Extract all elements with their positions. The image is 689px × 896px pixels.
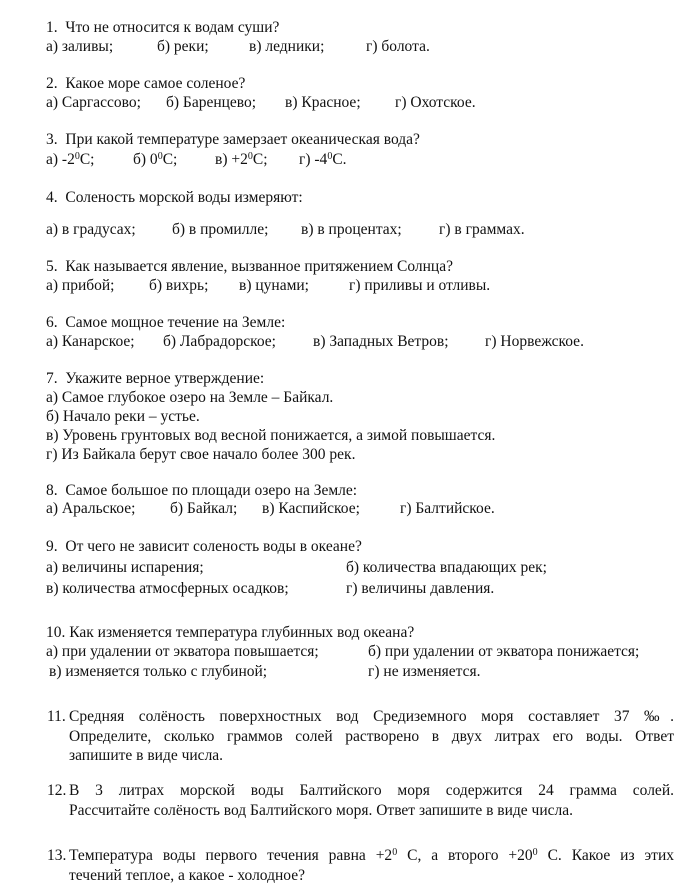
option-g: г) не изменяется. xyxy=(368,663,481,680)
question-number: 4. xyxy=(46,189,58,206)
option-v: в) количества атмосферных осадков; xyxy=(46,580,289,597)
question-13-line-1: 13. Температура воды первого течения равна $+2^0$ С, а второго $+20^0$ С. Какое из этих xyxy=(47,847,674,864)
question-2-text xyxy=(46,75,245,93)
option-b: б) Баренцево; xyxy=(166,94,257,111)
option-a: а) $-2^0С$; xyxy=(46,151,95,168)
question-prompt: Соленость морской воды измеряют: xyxy=(65,189,303,206)
question-number: 10. xyxy=(46,624,66,641)
option-v: в) цунами; xyxy=(239,277,309,294)
question-12-line-2: Рассчитайте солёность вод Балтийского моря. Ответ запишите в виде числа. xyxy=(69,801,573,819)
question-prompt: Какое море самое соленое? xyxy=(65,75,246,92)
option-a: а) прибой; xyxy=(46,277,115,294)
option-v: в) ледники; xyxy=(249,38,325,55)
option-b: б) Байкал; xyxy=(170,500,238,517)
option-g: г) Норвежское. xyxy=(485,333,584,350)
option-v: в) изменяется только с глубиной; xyxy=(49,663,268,680)
option-b: б) вихрь; xyxy=(149,277,209,294)
question-number: 6. xyxy=(46,314,58,331)
question-number: 1. xyxy=(46,19,58,36)
option-a: а) при удалении от экватора повышается; xyxy=(46,643,319,660)
option-a: а) Канарское; xyxy=(46,333,135,350)
question-4-text xyxy=(46,189,303,207)
option-v: $в) +2^0С$; xyxy=(215,151,268,168)
option-g: г) в граммах. xyxy=(439,221,525,238)
option-b: б) Лабрадорское; xyxy=(163,333,276,350)
question-prompt: Как называется явление, вызванное притяжением Солнца? xyxy=(65,258,453,275)
option-a: а) Аральское; xyxy=(46,500,136,517)
option-a: а) в градусах; xyxy=(46,221,136,238)
option-b: б) в промилле; xyxy=(172,221,269,238)
question-number: 2. xyxy=(46,75,58,92)
question-12-line-1: 12. В 3 литрах морской воды Балтийского моря содержится 24 грамма солей. xyxy=(47,782,674,799)
option-v: в) Красное; xyxy=(285,94,361,111)
option-v: в) Уровень грунтовых вод весной понижается, а зимой повышается. xyxy=(46,427,496,444)
question-number: 11. xyxy=(47,708,66,725)
question-12 xyxy=(47,781,674,820)
option-a: а) Самое глубокое озеро на Земле – Байкал. xyxy=(46,389,334,406)
question-number: 5. xyxy=(46,258,58,275)
option-v: в) Западных Ветров; xyxy=(313,333,449,350)
question-number: 13. xyxy=(47,847,67,864)
question-prompt: От чего не зависит соленость воды в океане? xyxy=(65,538,362,555)
option-a: а) Саргассово; xyxy=(46,94,141,111)
question-7-text xyxy=(46,370,264,388)
option-v: в) Каспийское; xyxy=(262,500,360,517)
question-number: 7. xyxy=(46,370,58,387)
question-number: 9. xyxy=(46,538,58,555)
option-g: г) $-4^0С$. xyxy=(299,151,347,168)
question-11 xyxy=(47,707,674,766)
question-11-line-1: 11. Средняя солёность поверхностных вод Средиземного моря составляет 37 ‰. xyxy=(47,708,674,725)
option-a: а) заливы; xyxy=(46,38,114,55)
option-g: г) Охотское. xyxy=(395,94,476,111)
option-a: а) величины испарения; xyxy=(46,559,204,576)
question-number: 12. xyxy=(47,782,67,799)
question-1-text xyxy=(46,19,279,37)
option-b: б) $0^0С$; xyxy=(133,151,178,168)
question-prompt: Как изменяется температура глубинных вод океана? xyxy=(69,624,415,641)
question-number: 8. xyxy=(46,482,58,499)
option-g: г) Балтийское. xyxy=(400,500,495,517)
question-prompt: При какой температуре замерзает океаническая вода? xyxy=(65,131,420,148)
question-prompt: Что не относится к водам суши? xyxy=(65,19,280,36)
question-prompt: Укажите верное утверждение: xyxy=(65,370,265,387)
option-b: б) реки; xyxy=(157,38,209,55)
question-11-line-3: запишите в виде числа. xyxy=(69,747,224,764)
question-11-line-2: Определите, сколько граммов солей растворено в двух литрах его воды. Ответ xyxy=(69,727,674,745)
option-v: в) в процентах; xyxy=(301,221,402,238)
question-8-text xyxy=(46,482,357,500)
question-6-text xyxy=(46,314,285,332)
question-5-text xyxy=(46,258,453,276)
option-b: б) Начало реки – устье. xyxy=(46,408,200,425)
option-b: б) количества впадающих рек; xyxy=(346,559,547,576)
question-13 xyxy=(47,846,674,885)
question-10-text xyxy=(46,624,414,642)
question-number: 3. xyxy=(46,131,58,148)
question-13-line-2: течений теплое, а какое - холодное? xyxy=(69,866,305,884)
option-g: г) болота. xyxy=(366,38,430,55)
option-g: г) величины давления. xyxy=(346,580,495,597)
question-prompt: Самое большое по площади озеро на Земле: xyxy=(65,482,358,499)
question-3-text xyxy=(46,131,420,149)
option-g: г) Из Байкала берут свое начало более 300 рек. xyxy=(46,446,356,463)
option-b: б) при удалении от экватора понижается; xyxy=(368,643,640,660)
question-9-text xyxy=(46,538,362,556)
option-g: г) приливы и отливы. xyxy=(349,277,491,294)
question-prompt: Самое мощное течение на Земле: xyxy=(65,314,286,331)
